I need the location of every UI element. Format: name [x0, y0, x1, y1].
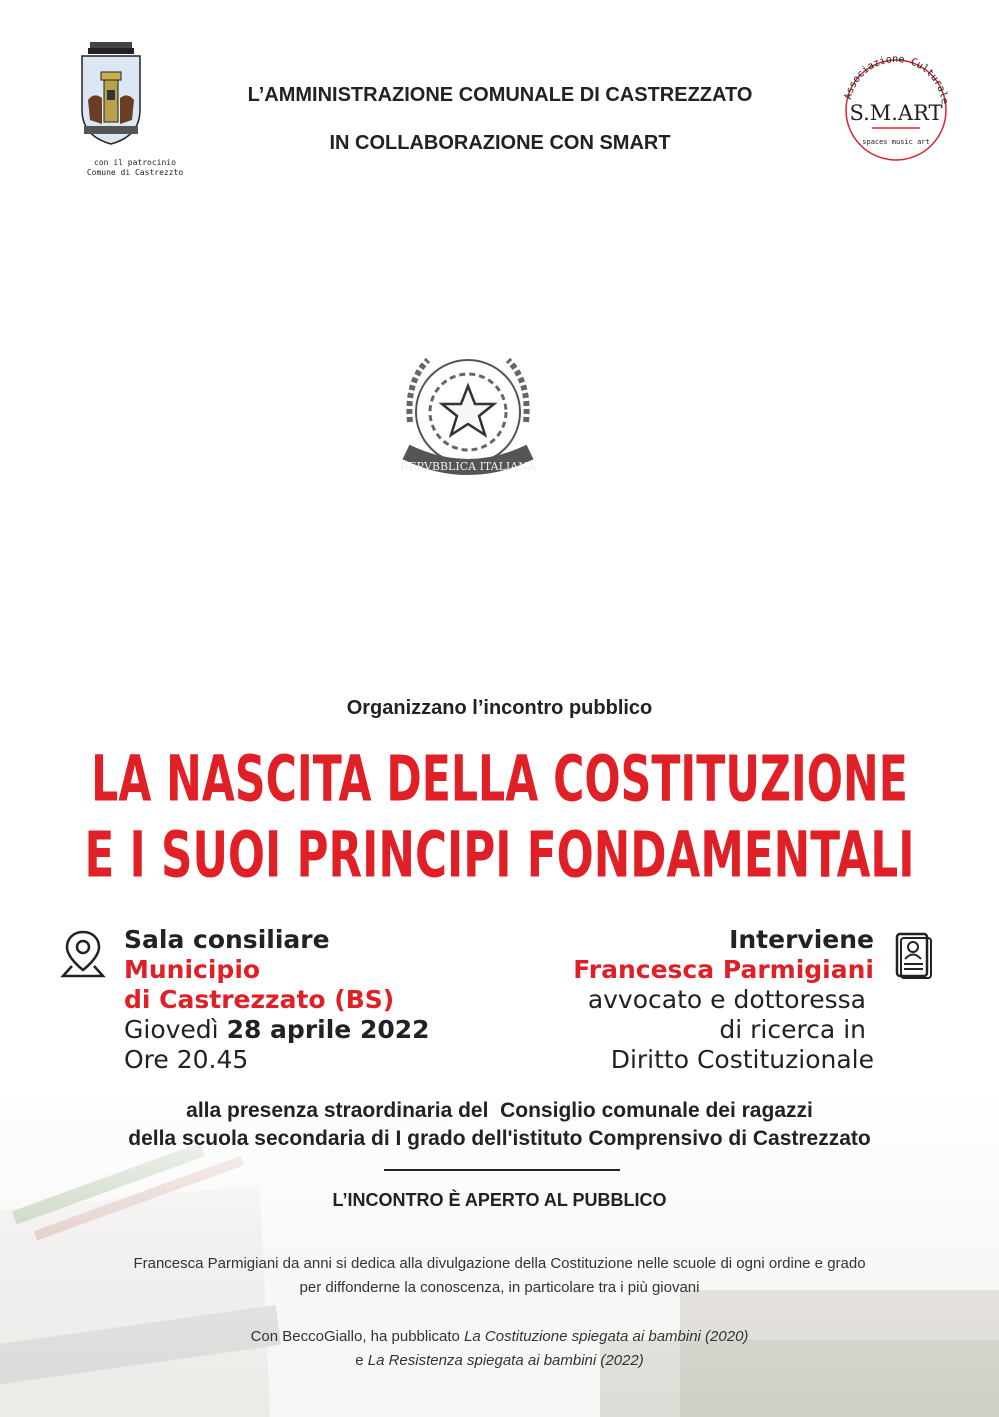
resume-document-icon — [895, 932, 933, 980]
publication-prefix1: Con BeccoGiallo, ha pubblicato — [250, 1328, 460, 1345]
event-title-line2: E I SUOI PRINCIPI FONDAMENTALI — [84, 819, 915, 893]
speaker-role-line2: di ricerca in — [719, 1015, 866, 1044]
italian-republic-emblem — [400, 360, 537, 473]
publication-book2: La Resistenza spiegata ai bambini (2022) — [367, 1352, 644, 1369]
venue-building: Municipio — [124, 955, 261, 984]
divider — [384, 1169, 620, 1171]
venue-date: 28 aprile 2022 — [226, 1015, 430, 1044]
bio-line2: per diffonderne la conoscenza, in particolare tra i più giovani — [299, 1279, 700, 1296]
crest-caption-line1: con il patrocinio — [94, 158, 176, 167]
venue-town: di Castrezzato (BS) — [124, 985, 395, 1014]
venue-time: Ore 20.45 — [124, 1045, 249, 1074]
presence-line2: della scuola secondaria di I grado dell'istituto Comprensivo di Castrezzato — [128, 1127, 871, 1150]
speaker-name: Francesca Parmigiani — [573, 955, 874, 984]
speaker-bio — [0, 1252, 999, 1300]
publication-prefix2: e — [355, 1352, 364, 1369]
smart-logo-name: S.M.ART — [849, 101, 943, 125]
speaker-label: Interviene — [729, 925, 874, 954]
presence-note — [0, 1097, 999, 1153]
venue-block — [124, 925, 430, 1075]
presence-line1: alla presenza straordinaria del Consiglio comunale dei ragazzi — [186, 1099, 813, 1122]
emblem-ribbon-text: REPVBBLICA ITALIANA — [400, 460, 536, 473]
venue-date-line — [124, 1015, 430, 1045]
bio-line1: Francesca Parmigiani da anni si dedica alla divulgazione della Costituzione nelle scuole di ogni ordine e grado — [133, 1255, 866, 1272]
event-title-line1: LA NASCITA DELLA COSTITUZIONE — [91, 743, 908, 817]
publication-book1: La Costituzione spiegata ai bambini (2020) — [464, 1328, 749, 1345]
venue-place: Sala consiliare — [124, 925, 330, 954]
organizer-line: L’AMMINISTRAZIONE COMUNALE DI CASTREZZATO — [247, 84, 753, 106]
publication-line2 — [0, 1349, 999, 1373]
crest-caption-line2: Comune di Castrezzto — [86, 168, 184, 177]
open-to-public-notice: L’INCONTRO È APERTO AL PUBBLICO — [332, 1190, 667, 1210]
castle-crest-icon — [76, 40, 146, 150]
svg-text:Associazione Culturale — [843, 54, 950, 105]
location-pin-icon — [60, 930, 106, 980]
publication-line1 — [0, 1325, 999, 1349]
event-intro: Organizzano l’incontro pubblico — [346, 697, 653, 719]
speaker-block — [573, 925, 874, 1075]
venue-day-label: Giovedì — [124, 1015, 219, 1044]
speaker-role-line3: Diritto Costituzionale — [610, 1045, 874, 1074]
publications — [0, 1325, 999, 1373]
speaker-role-line1: avvocato e dottoressa — [587, 985, 866, 1014]
collaboration-line: IN COLLABORAZIONE CON SMART — [329, 132, 671, 154]
smart-logo — [820, 48, 970, 163]
smart-logo-tagline: spaces music art — [862, 138, 930, 146]
smart-logo-arc-text: Associazione Culturale — [842, 53, 950, 105]
italian-flag-graphic — [40, 190, 965, 665]
